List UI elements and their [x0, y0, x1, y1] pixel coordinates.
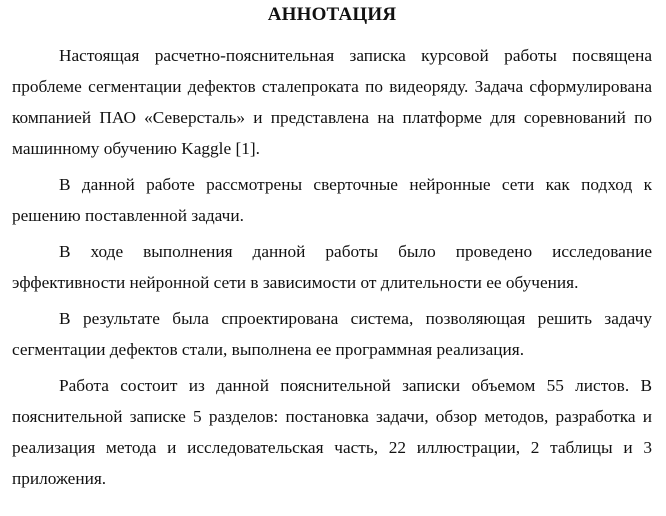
paragraph-structure: Работа состоит из данной пояснительной записки объемом 55 листов. В пояснительной записке 5 разделов: постановка задачи, обзор методов, разработка и реализация метода и исследовательская часть, 22 иллюстрации, 2 таблицы и 3 приложения.	[12, 376, 652, 488]
document-page	[12, 4, 652, 499]
paragraph-research: В ходе выполнения данной работы было проведено исследование эффективности нейронной сети в зависимости от длительности ее обучения.	[12, 242, 652, 292]
page-title: АННОТАЦИЯ	[267, 4, 397, 25]
paragraph-approach: В данной работе рассмотрены сверточные нейронные сети как подход к решению поставленной задачи.	[12, 175, 652, 225]
paragraph-result: В результате была спроектирована система, позволяющая решить задачу сегментации дефектов стали, выполнена ее программная реализация.	[12, 309, 652, 359]
paragraph-intro: Настоящая расчетно-пояснительная записка курсовой работы посвящена проблеме сегментации дефектов сталепроката по видеоряду. Задача сформулирована компанией ПАО «Северсталь» и представлена на платформе для соревнований по машинному обучению Kaggle [1].	[12, 46, 652, 158]
